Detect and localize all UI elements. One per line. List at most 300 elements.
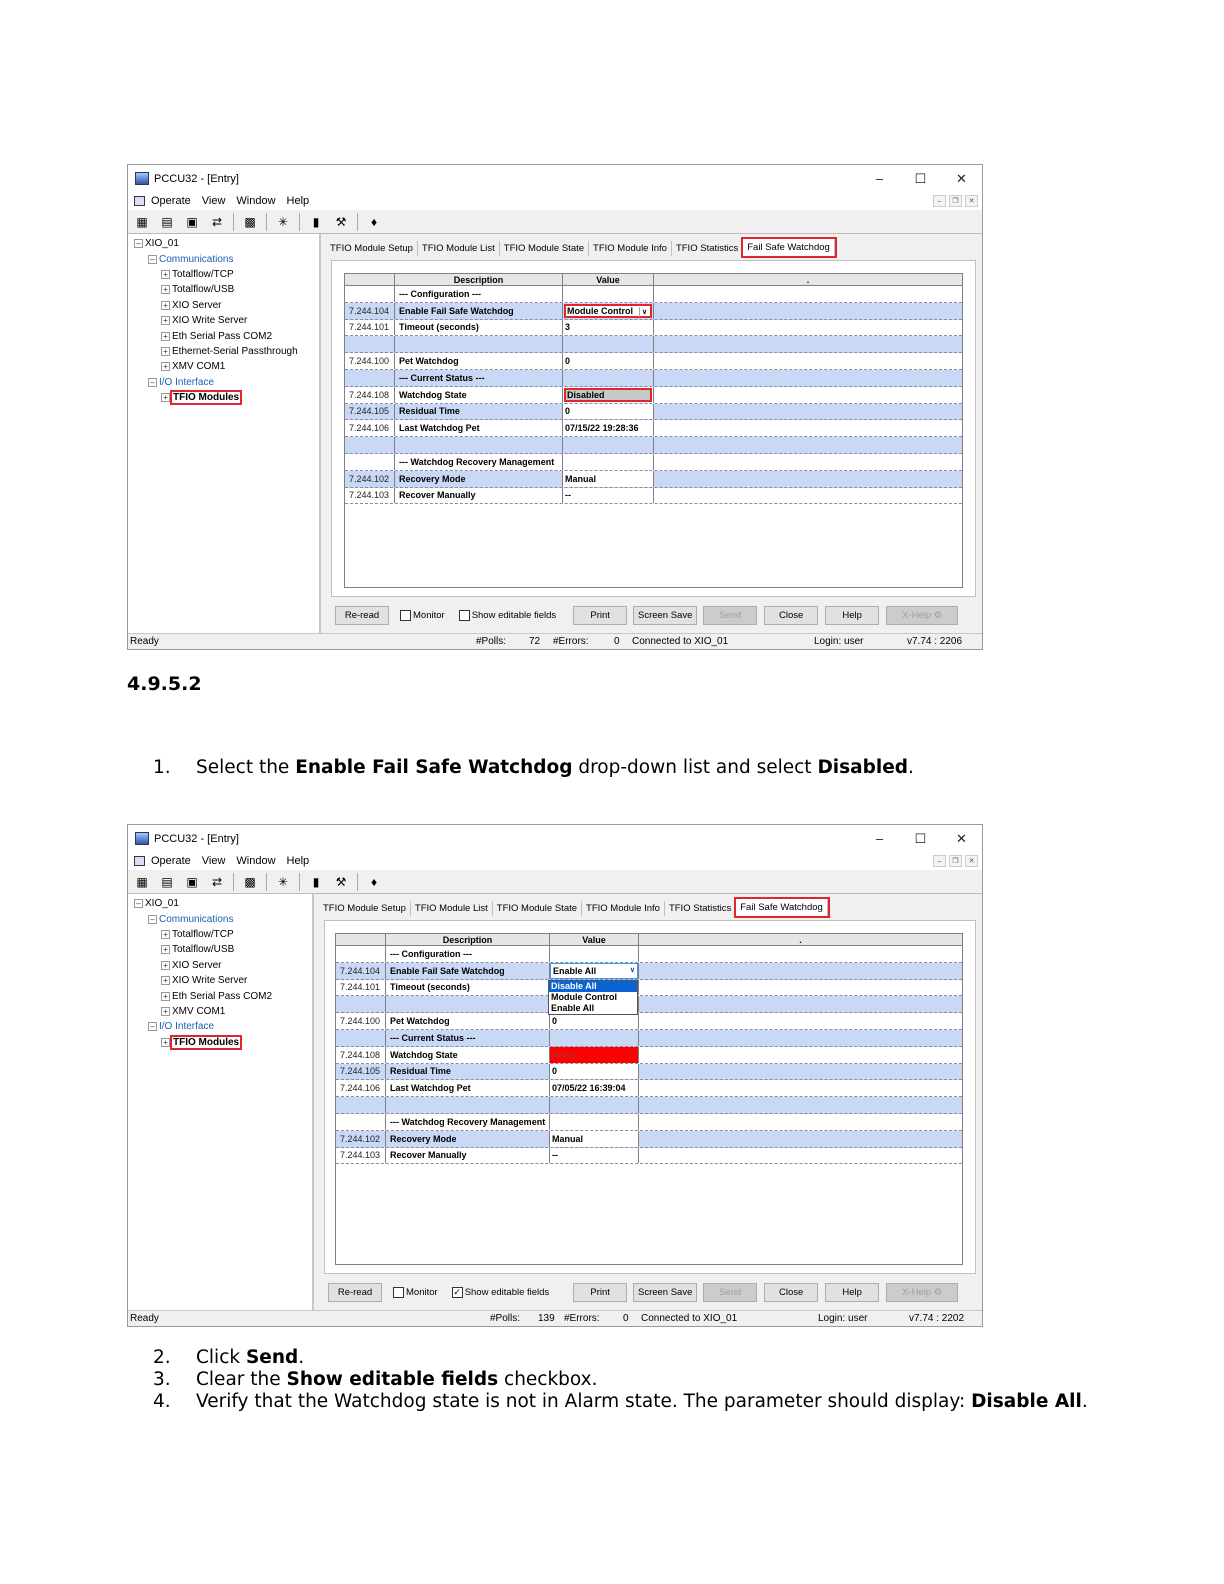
tree-item[interactable]: + Eth Serial Pass COM2 (128, 988, 312, 1003)
network-icon[interactable]: ✳ (277, 214, 289, 229)
chevron-down-icon[interactable]: ∨ (629, 966, 635, 974)
refresh-icon[interactable]: ⇄ (211, 874, 223, 889)
extra-cell (654, 353, 962, 369)
description-cell (386, 996, 550, 1012)
description-cell: Watchdog State (395, 387, 563, 403)
register-cell: 7.244.108 (336, 1047, 386, 1063)
table-row (336, 946, 962, 963)
tab-module-state[interactable]: TFIO Module State (493, 901, 582, 916)
register-cell (345, 437, 395, 453)
checkbox-checked-icon[interactable]: ✓ (453, 1286, 461, 1297)
show-editable-checkbox[interactable]: Show editable fields (459, 610, 557, 621)
tab-strip (326, 239, 835, 256)
tree-root[interactable]: – XIO_01 (128, 896, 312, 911)
register-cell: 7.244.100 (336, 1013, 386, 1029)
register-cell: 7.244.103 (336, 1148, 386, 1164)
print-button[interactable]: Print (573, 1283, 627, 1302)
reread-button[interactable]: Re-read (328, 1283, 382, 1302)
collapse-icon[interactable]: – (148, 1022, 157, 1031)
description-cell (386, 1097, 550, 1113)
checkbox-icon[interactable] (459, 610, 470, 621)
header-description: Description (386, 934, 550, 945)
value-cell[interactable] (550, 1097, 639, 1113)
description-cell: Timeout (seconds) (386, 980, 550, 996)
tree-item[interactable]: + XMV COM1 (128, 359, 319, 374)
menu-help[interactable]: Help (286, 195, 310, 207)
enable-watchdog-dropdown[interactable]: Module Control ∨ (564, 304, 652, 318)
collapse-icon[interactable]: – (134, 239, 143, 248)
maximize-icon[interactable]: ☐ (914, 170, 927, 186)
version: v7.74 : 2202 (909, 1313, 965, 1324)
window-title: PCCU32 - [Entry] (154, 172, 239, 185)
register-cell: 7.244.105 (345, 404, 395, 420)
table-row (336, 1131, 962, 1148)
reread-button[interactable]: Re-read (335, 606, 389, 625)
extra-cell (654, 387, 962, 403)
extra-cell (639, 1064, 962, 1080)
xhelp-button[interactable]: X-Help ⚙ (886, 606, 958, 625)
errors-label: #Errors: (553, 636, 589, 647)
menu-operate[interactable]: Operate (151, 855, 191, 867)
window-title: PCCU32 - [Entry] (154, 832, 239, 845)
step-2: 2. Click Send. (153, 1347, 305, 1368)
expand-icon[interactable]: + (161, 930, 170, 939)
network-icon[interactable]: ✳ (277, 874, 289, 889)
close-icon[interactable]: ✕ (956, 170, 967, 186)
extra-cell (654, 437, 962, 453)
step-3: 3. Clear the Show editable fields checkbox. (153, 1369, 598, 1390)
tab-module-list[interactable]: TFIO Module List (411, 901, 493, 916)
collapse-icon[interactable]: – (148, 378, 157, 387)
register-cell (336, 946, 386, 962)
expand-icon[interactable]: + (161, 976, 170, 985)
gear-icon: ⚙ (933, 609, 943, 621)
expand-icon[interactable]: + (161, 332, 170, 341)
register-cell: 7.244.104 (345, 303, 395, 319)
value-cell[interactable] (550, 1047, 639, 1063)
parameter-grid (344, 273, 963, 588)
expand-icon[interactable]: + (161, 1007, 170, 1016)
value-cell[interactable]: Manual (563, 471, 654, 487)
description-cell: Pet Watchdog (386, 1013, 550, 1029)
grid-header (336, 934, 962, 946)
wrench-icon[interactable]: ⚒ (335, 214, 347, 229)
help-book-icon[interactable]: ♦ (370, 874, 378, 889)
expand-icon[interactable]: + (161, 961, 170, 970)
extra-cell (639, 996, 962, 1012)
mdi-minimize-icon[interactable]: – (933, 195, 946, 207)
register-cell: 7.244.104 (336, 963, 386, 979)
status-bar (128, 1310, 982, 1326)
help-button[interactable]: Help (825, 606, 879, 625)
extra-cell (639, 1047, 962, 1063)
close-icon[interactable]: ✕ (956, 830, 967, 846)
calculator-icon[interactable]: ▩ (244, 874, 256, 889)
table-row (336, 1097, 962, 1114)
extra-cell (639, 1080, 962, 1096)
description-cell: Pet Watchdog (395, 353, 563, 369)
tab-panel (324, 920, 976, 1274)
description-cell (395, 437, 563, 453)
tree-item[interactable]: + Totalflow/USB (128, 942, 312, 957)
screen-save-button[interactable]: Screen Save (633, 606, 697, 625)
menu-window[interactable]: Window (236, 855, 276, 867)
pccu-window-1 (127, 164, 983, 650)
mdi-minimize-icon[interactable]: – (933, 855, 946, 867)
table-row (345, 286, 962, 303)
header-value: Value (550, 934, 639, 945)
extra-cell (654, 370, 962, 386)
expand-icon[interactable]: + (161, 992, 170, 1001)
description-cell: Recover Manually (386, 1148, 550, 1164)
section-heading: 4.9.5.2 (127, 673, 202, 695)
tab-module-setup[interactable]: TFIO Module Setup (326, 241, 418, 256)
io-icon[interactable]: ▮ (312, 874, 320, 889)
value-cell[interactable]: 0 (550, 1013, 639, 1029)
expand-icon[interactable]: + (161, 393, 170, 402)
description-cell: --- Current Status --- (395, 370, 563, 386)
checkbox-icon[interactable] (400, 610, 411, 621)
menu-bar (128, 192, 982, 210)
option-disable-all[interactable]: Disable All (549, 981, 637, 992)
menu-operate[interactable]: Operate (151, 195, 191, 207)
table-row (345, 471, 962, 488)
entry-icon[interactable]: ▦ (136, 214, 148, 229)
entry-icon[interactable]: ▦ (136, 874, 148, 889)
description-cell: Last Watchdog Pet (395, 420, 563, 436)
register-cell: 7.244.103 (345, 488, 395, 504)
menu-view[interactable]: View (201, 855, 226, 867)
polls-count: 72 (529, 636, 541, 647)
menu-bar (128, 852, 982, 870)
collect-icon[interactable]: ▤ (161, 874, 173, 889)
value-cell[interactable]: 07/05/22 16:39:04 (550, 1080, 639, 1096)
table-row (336, 963, 962, 980)
description-cell: Enable Fail Safe Watchdog (386, 963, 550, 979)
tree-item[interactable]: + XIO Server (128, 958, 312, 973)
status-ready: Ready (130, 1313, 159, 1324)
value-cell[interactable]: 0 (563, 353, 654, 369)
extra-cell (654, 471, 962, 487)
register-cell: 7.244.108 (345, 387, 395, 403)
expand-icon[interactable]: + (161, 1038, 170, 1047)
extra-cell (639, 1114, 962, 1130)
grid-header (345, 274, 962, 286)
header-extra: . (806, 274, 810, 285)
help-book-icon[interactable]: ♦ (370, 214, 378, 229)
expand-icon[interactable]: + (161, 270, 170, 279)
table-row (336, 1013, 962, 1030)
close-button[interactable]: Close (764, 606, 818, 625)
extra-cell (639, 980, 962, 996)
description-cell: --- Watchdog Recovery Management (395, 454, 563, 470)
mdi-close-icon[interactable]: ✕ (965, 195, 978, 207)
collect-icon[interactable]: ▤ (161, 214, 173, 229)
extra-cell (654, 303, 962, 319)
value-cell[interactable]: 07/15/22 19:28:36 (563, 420, 654, 436)
table-row (345, 387, 962, 404)
extra-cell (654, 420, 962, 436)
expand-icon[interactable]: + (161, 945, 170, 954)
register-cell (345, 336, 395, 352)
extra-cell (639, 1131, 962, 1147)
tree-item[interactable]: + Totalflow/TCP (128, 267, 319, 282)
minimize-icon[interactable]: – (875, 171, 884, 186)
app-icon (135, 832, 149, 845)
pccu-window-2 (127, 824, 983, 1327)
monitor-checkbox[interactable]: Monitor (393, 1287, 438, 1298)
table-row (336, 1047, 962, 1064)
value-cell[interactable] (550, 1030, 639, 1046)
enable-watchdog-dropdown[interactable]: Enable All ∨ (550, 963, 638, 979)
chevron-down-icon[interactable]: ∨ (639, 307, 649, 317)
description-cell: --- Watchdog Recovery Management (386, 1114, 550, 1130)
register-cell: 7.244.102 (336, 1131, 386, 1147)
content-area (323, 234, 982, 633)
register-cell: 7.244.106 (345, 420, 395, 436)
version: v7.74 : 2206 (907, 636, 963, 647)
value-cell[interactable] (563, 303, 654, 319)
collapse-icon[interactable]: – (148, 915, 157, 924)
register-cell (345, 370, 395, 386)
option-module-control[interactable]: Module Control (551, 992, 617, 1002)
parameter-grid (335, 933, 963, 1265)
description-cell: Recovery Mode (395, 471, 563, 487)
table-row (345, 488, 962, 505)
wrench-icon[interactable]: ⚒ (335, 874, 347, 889)
expand-icon[interactable]: + (161, 285, 170, 294)
table-row (336, 1114, 962, 1131)
screen-save-button[interactable]: Screen Save (633, 1283, 697, 1302)
tree-item[interactable]: + XIO Write Server (128, 973, 312, 988)
extra-cell (654, 454, 962, 470)
tree-item[interactable]: + Totalflow/TCP (128, 927, 312, 942)
login-status: Login: user (818, 1313, 868, 1324)
register-cell (336, 1097, 386, 1113)
collapse-icon[interactable]: – (134, 899, 143, 908)
table-row (345, 370, 962, 387)
toolbar (128, 870, 982, 894)
tree-io-interface[interactable]: – I/O Interface (128, 1019, 312, 1034)
connection-status: Connected to XIO_01 (632, 636, 729, 647)
table-row (336, 996, 962, 1013)
polls-label: #Polls: (476, 636, 507, 647)
mdi-restore-icon[interactable]: ❐ (949, 855, 962, 867)
register-cell: 7.244.100 (345, 353, 395, 369)
value-cell[interactable] (563, 454, 654, 470)
gear-icon: ⚙ (933, 1286, 943, 1298)
watchdog-state-value[interactable]: Disabled (564, 388, 652, 402)
table-row (345, 336, 962, 353)
login-status: Login: user (814, 636, 864, 647)
checkbox-icon[interactable] (393, 1287, 404, 1298)
header-extra: . (799, 934, 802, 945)
step-1: 1. Select the Enable Fail Safe Watchdog drop-down list and select Disabled. (153, 757, 914, 778)
value-cell[interactable] (550, 963, 639, 979)
content-area (316, 894, 982, 1310)
menu-help[interactable]: Help (286, 855, 310, 867)
value-cell[interactable] (563, 437, 654, 453)
errors-count: 0 (614, 636, 620, 647)
extra-cell (654, 404, 962, 420)
description-cell: Enable Fail Safe Watchdog (395, 303, 563, 319)
extra-cell (639, 1013, 962, 1029)
toolbar (128, 210, 982, 234)
io-icon[interactable]: ▮ (312, 214, 320, 229)
description-cell: Last Watchdog Pet (386, 1080, 550, 1096)
close-button[interactable]: Close (764, 1283, 818, 1302)
value-cell[interactable]: -- (563, 488, 654, 504)
value-cell[interactable]: 0 (550, 1064, 639, 1080)
expand-icon[interactable]: + (161, 362, 170, 371)
monitor-checkbox[interactable]: Monitor (400, 610, 445, 621)
register-cell: 7.244.101 (336, 980, 386, 996)
step-4: 4. Verify that the Watchdog state is not in Alarm state. The parameter should display: Disable All. (153, 1391, 1088, 1412)
tree-item[interactable]: + Totalflow/USB (128, 282, 319, 297)
value-cell[interactable] (563, 370, 654, 386)
tree-item[interactable]: + XIO Server (128, 298, 319, 313)
collapse-icon[interactable]: – (148, 255, 157, 264)
help-button[interactable]: Help (825, 1283, 879, 1302)
extra-cell (639, 1030, 962, 1046)
errors-count: 0 (623, 1313, 629, 1324)
tab-module-state[interactable]: TFIO Module State (500, 241, 589, 256)
value-cell[interactable] (563, 336, 654, 352)
expand-icon[interactable]: + (161, 347, 170, 356)
polls-count: 139 (538, 1313, 555, 1324)
description-cell: Watchdog State (386, 1047, 550, 1063)
setup-icon[interactable]: ▣ (186, 874, 198, 889)
extra-cell (654, 286, 962, 302)
value-cell[interactable]: Manual (550, 1131, 639, 1147)
extra-cell (639, 963, 962, 979)
tree-tfio-modules[interactable]: + TFIO Modules (128, 1035, 312, 1050)
send-button[interactable]: Send (703, 1283, 757, 1302)
extra-cell (654, 336, 962, 352)
register-cell: 7.244.102 (345, 471, 395, 487)
table-row (345, 320, 962, 337)
minimize-icon[interactable]: – (875, 831, 884, 846)
tab-module-setup[interactable]: TFIO Module Setup (319, 901, 411, 916)
title-bar (128, 165, 982, 192)
status-bar (128, 633, 982, 649)
value-cell[interactable] (550, 946, 639, 962)
tree-item[interactable]: + XIO Write Server (128, 313, 319, 328)
tree-communications[interactable]: – Communications (128, 251, 319, 266)
menu-view[interactable]: View (201, 195, 226, 207)
maximize-icon[interactable]: ☐ (914, 830, 927, 846)
connection-status: Connected to XIO_01 (641, 1313, 738, 1324)
expand-icon[interactable]: + (161, 301, 170, 310)
send-button[interactable]: Send (703, 606, 757, 625)
setup-icon[interactable]: ▣ (186, 214, 198, 229)
title-bar (128, 825, 982, 852)
register-cell (336, 1030, 386, 1046)
extra-cell (639, 946, 962, 962)
tree-item[interactable]: + XMV COM1 (128, 1004, 312, 1019)
menu-window[interactable]: Window (236, 195, 276, 207)
description-cell: --- Configuration --- (395, 286, 563, 302)
tab-fail-safe-watchdog[interactable]: Fail Safe Watchdog (743, 239, 835, 256)
status-ready: Ready (130, 636, 159, 647)
header-description: Description (395, 274, 563, 285)
navigation-tree (128, 234, 321, 633)
tree-item[interactable]: + Ethernet-Serial Passthrough (128, 344, 319, 359)
description-cell: --- Configuration --- (386, 946, 550, 962)
header-value: Value (563, 274, 654, 285)
table-row (336, 1148, 962, 1165)
tab-module-info[interactable]: TFIO Module Info (589, 241, 672, 256)
extra-cell (654, 320, 962, 336)
tab-module-info[interactable]: TFIO Module Info (582, 901, 665, 916)
table-row (336, 1064, 962, 1081)
tab-statistics[interactable]: TFIO Statistics (665, 901, 736, 916)
tree-io-interface[interactable]: – I/O Interface (128, 375, 319, 390)
tree-root[interactable]: – XIO_01 (128, 236, 319, 251)
document-icon (134, 196, 145, 206)
register-cell (345, 454, 395, 470)
value-cell[interactable] (563, 387, 654, 403)
register-cell (336, 996, 386, 1012)
mdi-close-icon[interactable]: ✕ (965, 855, 978, 867)
watchdog-state-alarm[interactable]: Alarm (550, 1047, 638, 1063)
value-cell[interactable]: -- (550, 1148, 639, 1164)
xhelp-button[interactable]: X-Help ⚙ (886, 1283, 958, 1302)
tree-communications[interactable]: – Communications (128, 911, 312, 926)
value-cell[interactable] (550, 1114, 639, 1130)
tab-strip (319, 899, 828, 916)
show-editable-checkbox[interactable]: ✓ Show editable fields (453, 1286, 550, 1298)
table-row (345, 454, 962, 471)
table-row (336, 1030, 962, 1047)
calculator-icon[interactable]: ▩ (244, 214, 256, 229)
button-bar (335, 605, 977, 625)
description-cell: --- Current Status --- (386, 1030, 550, 1046)
expand-icon[interactable]: + (161, 316, 170, 325)
value-cell[interactable] (563, 286, 654, 302)
watchdog-dropdown-list (548, 980, 638, 1015)
description-cell: Recovery Mode (386, 1131, 550, 1147)
description-cell: Residual Time (386, 1064, 550, 1080)
table-row (336, 980, 962, 997)
tab-statistics[interactable]: TFIO Statistics (672, 241, 743, 256)
print-button[interactable]: Print (573, 606, 627, 625)
extra-cell (639, 1097, 962, 1113)
table-row (345, 437, 962, 454)
table-row (345, 353, 962, 370)
app-icon (135, 172, 149, 185)
extra-cell (654, 488, 962, 504)
refresh-icon[interactable]: ⇄ (211, 214, 223, 229)
tree-tfio-modules[interactable]: + TFIO Modules (128, 390, 319, 405)
table-row (345, 404, 962, 421)
option-enable-all[interactable]: Enable All (551, 1003, 595, 1013)
register-cell: 7.244.105 (336, 1064, 386, 1080)
table-row (345, 303, 962, 320)
tree-item[interactable]: + Eth Serial Pass COM2 (128, 328, 319, 343)
value-cell[interactable]: 3 (563, 320, 654, 336)
button-bar (328, 1282, 977, 1302)
tab-fail-safe-watchdog[interactable]: Fail Safe Watchdog (736, 899, 828, 916)
register-cell (336, 1114, 386, 1130)
description-cell (395, 336, 563, 352)
mdi-restore-icon[interactable]: ❐ (949, 195, 962, 207)
tab-module-list[interactable]: TFIO Module List (418, 241, 500, 256)
navigation-tree (128, 894, 314, 1310)
register-cell (345, 286, 395, 302)
value-cell[interactable]: 0 (563, 404, 654, 420)
table-row (336, 1080, 962, 1097)
